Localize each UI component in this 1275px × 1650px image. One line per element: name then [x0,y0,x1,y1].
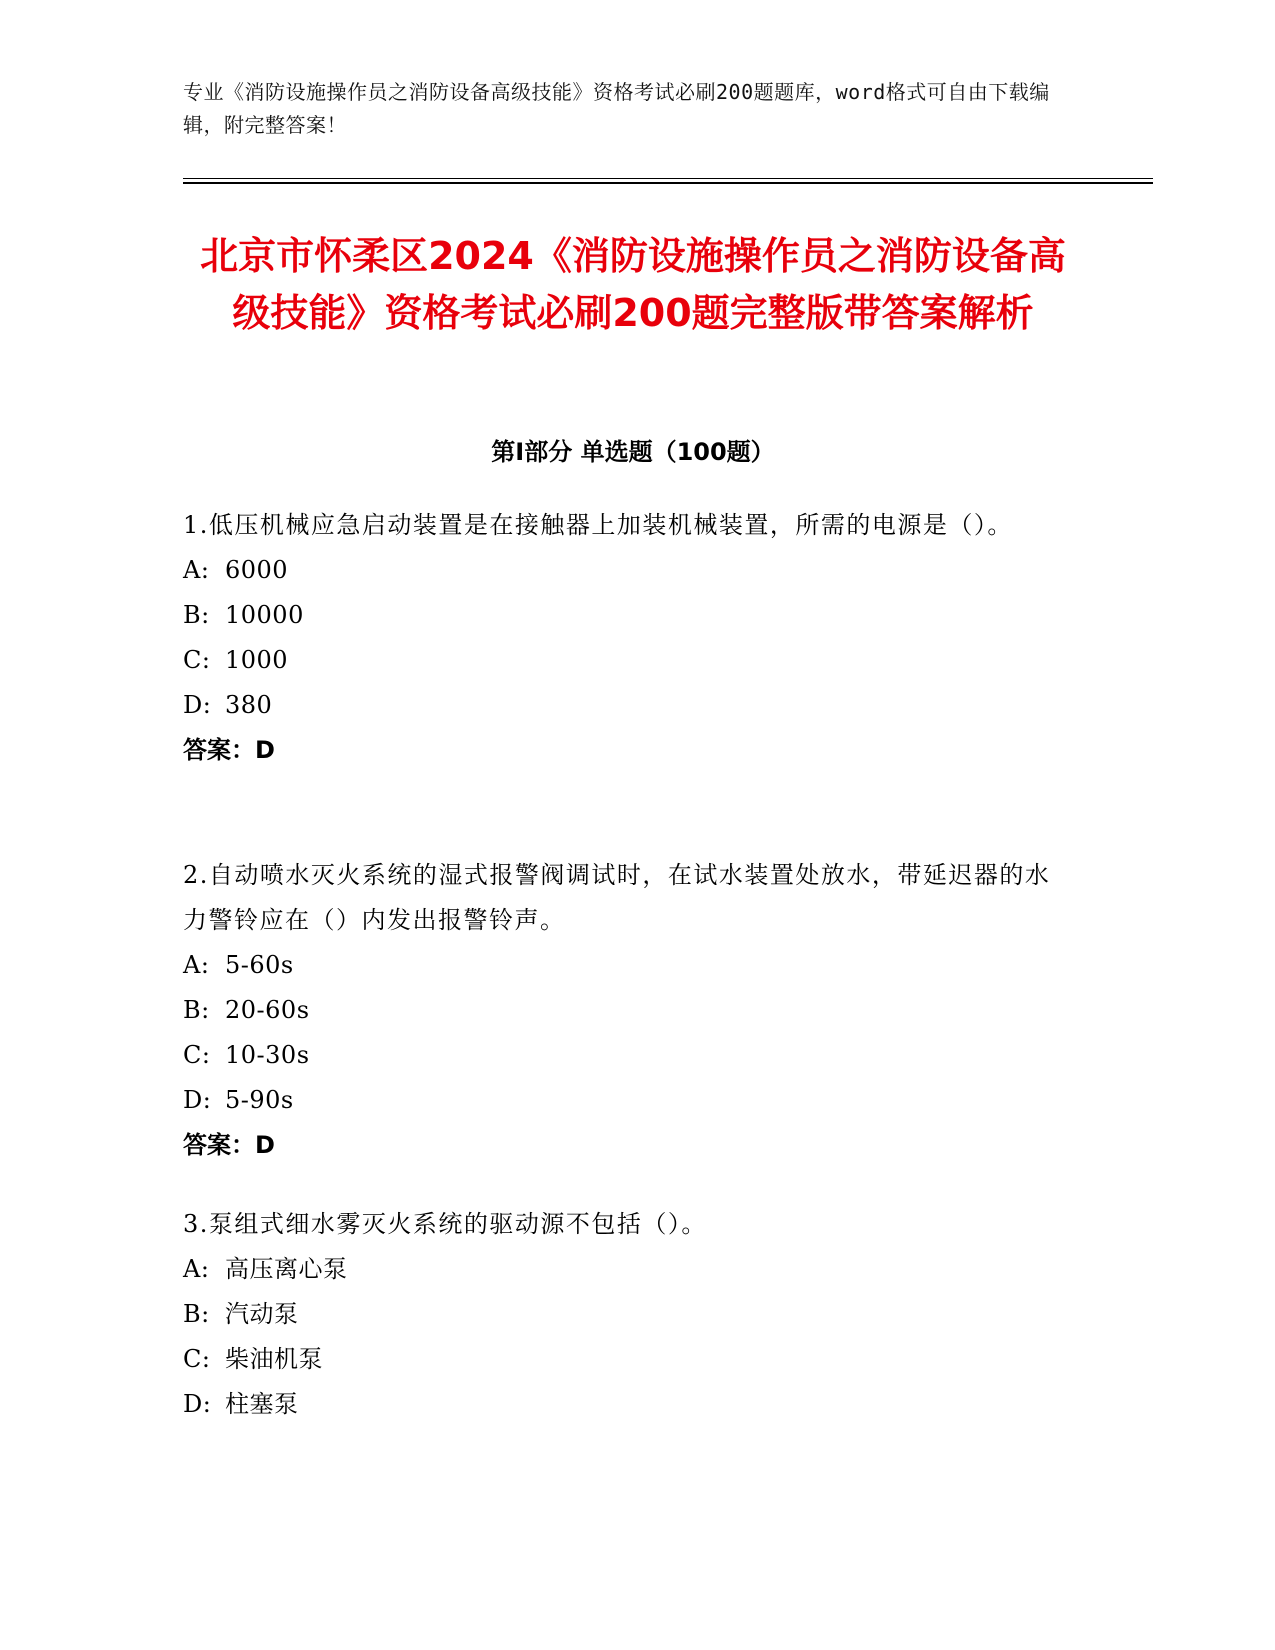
option-key: B: [183,601,210,629]
option-text: 1000 [225,646,289,674]
option-key: D: [183,1086,212,1114]
answer-line: 答案：D [183,1131,275,1159]
option-a [183,1247,1083,1292]
option-text: 380 [225,691,273,719]
option-b [183,988,1083,1033]
option-text: 高压离心泵 [225,1255,348,1283]
option-text: 5-90s [225,1086,294,1114]
option-text: 柱塞泵 [225,1390,299,1418]
header-note: 专业《消防设施操作员之消防设备高级技能》资格考试必刷200题题库，word格式可自由下载编辑，附完整答案！ [183,80,1050,137]
option-d [183,1382,1083,1427]
option-key: D: [183,1390,212,1418]
option-a [183,943,1083,988]
option-key: B: [183,1300,210,1328]
question-2 [183,853,1083,1168]
option-key: C: [183,1041,211,1069]
option-key: C: [183,1345,211,1373]
option-c [183,1337,1083,1382]
header-divider-thick [183,182,1153,184]
question-stem: 3.泵组式细水雾灭火系统的驱动源不包括（）。 [183,1210,707,1238]
option-text: 5-60s [225,951,294,979]
option-text: 柴油机泵 [225,1345,323,1373]
option-c [183,1033,1083,1078]
option-b [183,593,1083,638]
option-d [183,683,1083,728]
option-key: B: [183,996,210,1024]
answer-line: 答案：D [183,736,275,764]
header-divider-thin [183,178,1153,179]
question-stem: 2.自动喷水灭火系统的湿式报警阀调试时，在试水装置处放水，带延迟器的水力警铃应在（）内发出报警铃声。 [183,861,1051,934]
option-d [183,1078,1083,1123]
option-text: 10000 [225,601,304,629]
option-c [183,638,1083,683]
section-heading: 第I部分 单选题（100题） [491,438,775,466]
option-text: 汽动泵 [225,1300,299,1328]
option-b [183,1292,1083,1337]
option-key: A: [183,1255,210,1283]
option-text: 10-30s [225,1041,310,1069]
option-key: A: [183,951,210,979]
option-key: D: [183,691,212,719]
option-a [183,548,1083,593]
question-1 [183,503,1083,773]
option-text: 20-60s [225,996,310,1024]
question-stem: 1.低压机械应急启动装置是在接触器上加装机械装置，所需的电源是（）。 [183,511,1013,539]
option-key: A: [183,556,210,584]
option-text: 6000 [225,556,289,584]
document-title: 北京市怀柔区2024《消防设施操作员之消防设备高级技能》资格考试必刷200题完整版带答案解析 [200,234,1066,335]
option-key: C: [183,646,211,674]
question-3 [183,1202,1083,1427]
